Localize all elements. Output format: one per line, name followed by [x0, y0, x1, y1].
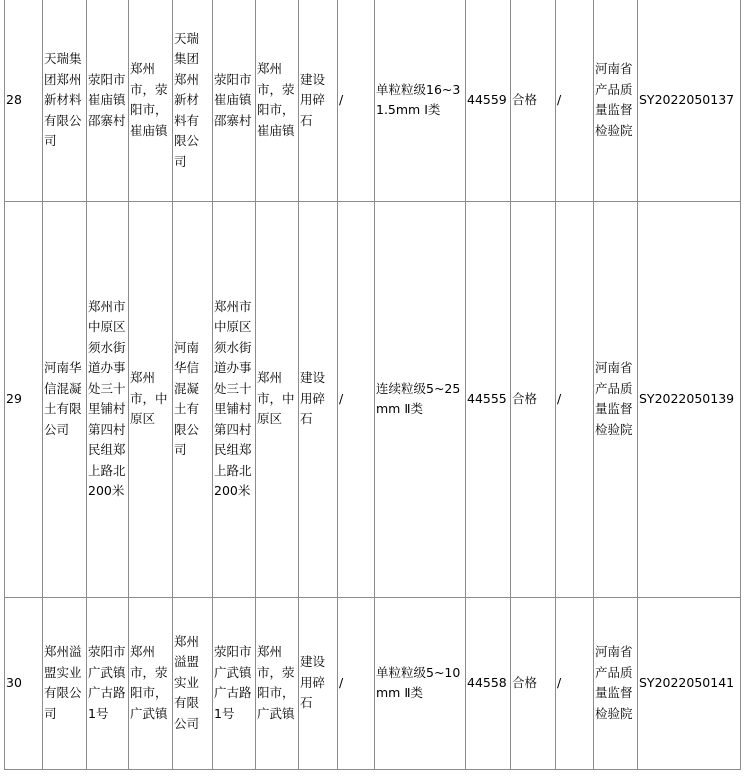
- specification: 单粒粒级16~31.5mm Ⅰ类: [375, 0, 466, 201]
- trademark: /: [338, 0, 375, 201]
- producer-name: 天瑞集团郑州新材料有限公司: [173, 0, 213, 201]
- inspection-agency: 河南省产品质量监督检验院: [594, 597, 638, 769]
- failed-items: /: [556, 0, 594, 201]
- production-date: 44555: [466, 201, 511, 597]
- product-name: 建设用碎石: [299, 597, 338, 769]
- inspection-agency: 河南省产品质量监督检验院: [594, 201, 638, 597]
- row-number: 29: [5, 201, 43, 597]
- enterprise-region: 郑州市，荥阳市，崔庙镇: [129, 0, 173, 201]
- table-row: [5, 597, 741, 769]
- enterprise-address: 郑州市中原区须水街道办事处三十里铺村第四村民组郑上路北200米: [87, 201, 129, 597]
- producer-name: 河南华信混凝土有限公司: [173, 201, 213, 597]
- producer-region: 郑州市，荥阳市，崔庙镇: [256, 0, 299, 201]
- report-number: SY2022050137: [638, 0, 741, 201]
- enterprise-name: 郑州溢盟实业有限公司: [43, 597, 87, 769]
- specification: 连续粒级5~25mm Ⅱ类: [375, 201, 466, 597]
- producer-address: 郑州市中原区须水街道办事处三十里铺村第四村民组郑上路北200米: [213, 201, 256, 597]
- trademark: /: [338, 201, 375, 597]
- producer-address: 荥阳市广武镇广古路1号: [213, 597, 256, 769]
- table-row: [5, 201, 741, 597]
- enterprise-name: 河南华信混凝土有限公司: [43, 201, 87, 597]
- inspection-result: 合格: [511, 597, 556, 769]
- table-row: [5, 0, 741, 201]
- enterprise-name: 天瑞集团郑州新材料有限公司: [43, 0, 87, 201]
- enterprise-region: 郑州市，中原区: [129, 201, 173, 597]
- report-number: SY2022050141: [638, 597, 741, 769]
- producer-region: 郑州市，中原区: [256, 201, 299, 597]
- failed-items: /: [556, 597, 594, 769]
- trademark: /: [338, 597, 375, 769]
- product-name: 建设用碎石: [299, 201, 338, 597]
- producer-region: 郑州市，荥阳市，广武镇: [256, 597, 299, 769]
- enterprise-address: 荥阳市广武镇广古路1号: [87, 597, 129, 769]
- producer-name: 郑州溢盟实业有限公司: [173, 597, 213, 769]
- specification: 单粒粒级5~10mm Ⅱ类: [375, 597, 466, 769]
- inspection-result: 合格: [511, 0, 556, 201]
- enterprise-region: 郑州市，荥阳市，广武镇: [129, 597, 173, 769]
- failed-items: /: [556, 201, 594, 597]
- producer-address: 荥阳市崔庙镇邵寨村: [213, 0, 256, 201]
- enterprise-address: 荥阳市崔庙镇邵寨村: [87, 0, 129, 201]
- row-number: 30: [5, 597, 43, 769]
- row-number: 28: [5, 0, 43, 201]
- production-date: 44558: [466, 597, 511, 769]
- production-date: 44559: [466, 0, 511, 201]
- inspection-results-table: [4, 0, 741, 770]
- inspection-result: 合格: [511, 201, 556, 597]
- report-number: SY2022050139: [638, 201, 741, 597]
- inspection-agency: 河南省产品质量监督检验院: [594, 0, 638, 201]
- product-name: 建设用碎石: [299, 0, 338, 201]
